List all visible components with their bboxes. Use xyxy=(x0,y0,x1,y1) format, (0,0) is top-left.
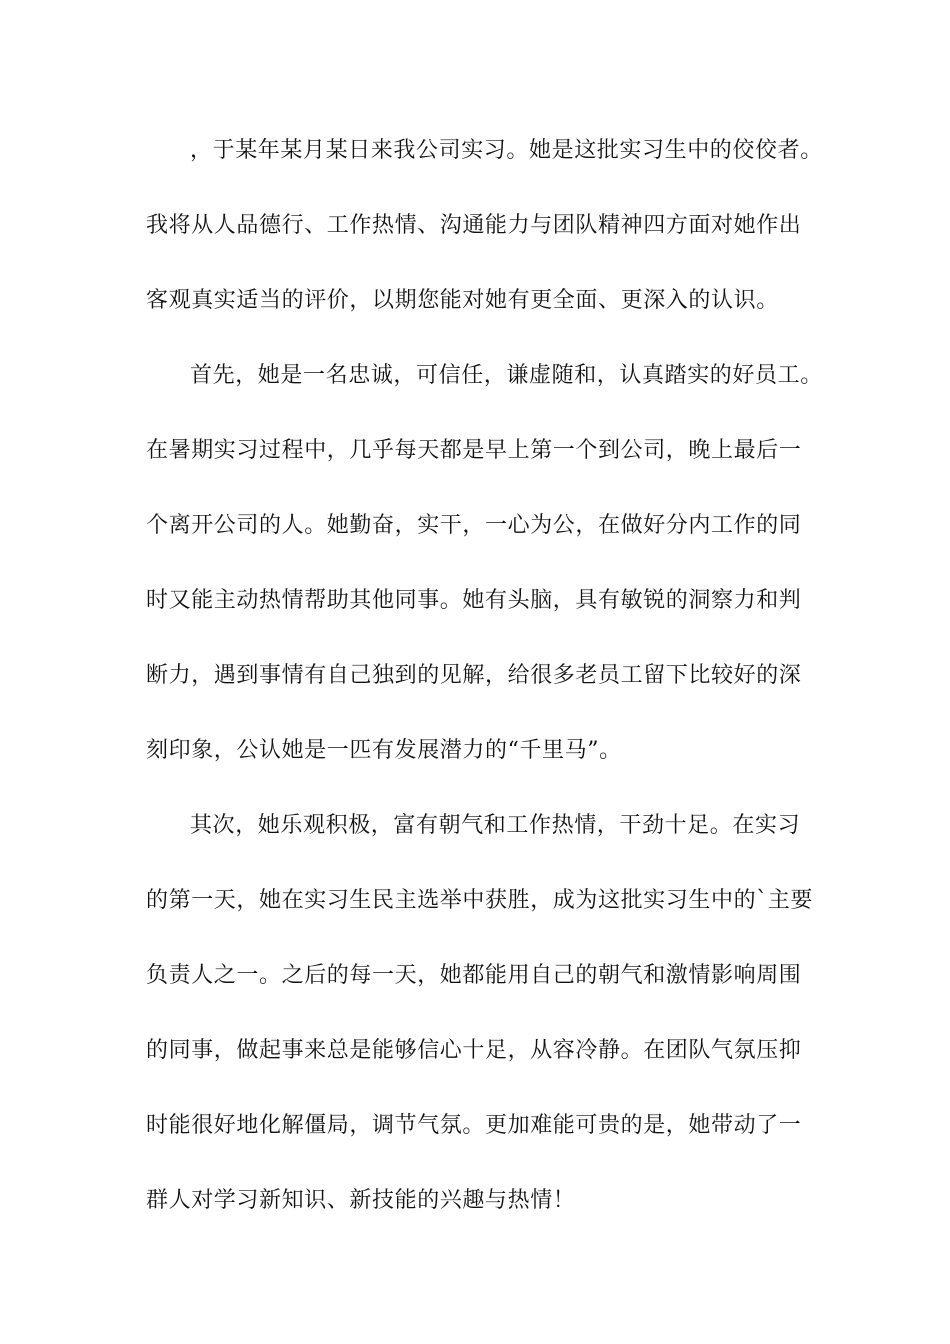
paragraph-3-line-1: 其次，她乐观积极，富有朝气和工作热情，干劲十足。在实习 xyxy=(190,813,801,838)
paragraph-2-line-5: 断力，遇到事情有自己独到的见解，给很多老员工留下比较好的深 xyxy=(146,663,802,688)
paragraph-3-line-2: 的第一天，她在实习生民主选举中获胜，成为这批实习生中的`主要 xyxy=(146,888,814,913)
paragraph-3-line-3: 负责人之一。之后的每一天，她都能用自己的朝气和激情影响周围 xyxy=(146,963,802,988)
paragraph-2-line-6: 刻印象，公认她是一匹有发展潜力的“千里马”。 xyxy=(146,738,622,763)
paragraph-3-line-4: 的同事，做起事来总是能够信心十足，从容冷静。在团队气氛压抑 xyxy=(146,1038,802,1063)
paragraph-2-line-1: 首先，她是一名忠诚，可信任，谦虚随和，认真踏实的好员工。 xyxy=(190,363,823,388)
paragraph-2-line-3: 个离开公司的人。她勤奋，实干，一心为公，在做好分内工作的同 xyxy=(146,513,802,538)
paragraph-2-line-4: 时又能主动热情帮助其他同事。她有头脑，具有敏锐的洞察力和判 xyxy=(146,588,802,613)
paragraph-3-line-6: 群人对学习新知识、新技能的兴趣与热情！ xyxy=(146,1188,576,1213)
paragraph-1-line-2: 我将从人品德行、工作热情、沟通能力与团队精神四方面对她作出 xyxy=(146,213,802,238)
paragraph-1-line-3: 客观真实适当的评价，以期您能对她有更全面、更深入的认识。 xyxy=(146,288,779,313)
paragraph-2-line-2: 在暑期实习过程中，几乎每天都是早上第一个到公司，晚上最后一 xyxy=(146,438,802,463)
paragraph-3-line-5: 时能很好地化解僵局，调节气氛。更加难能可贵的是，她带动了一 xyxy=(146,1113,802,1138)
paragraph-1-line-1: ，于某年某月某日来我公司实习。她是这批实习生中的佼佼者。 xyxy=(190,138,823,163)
